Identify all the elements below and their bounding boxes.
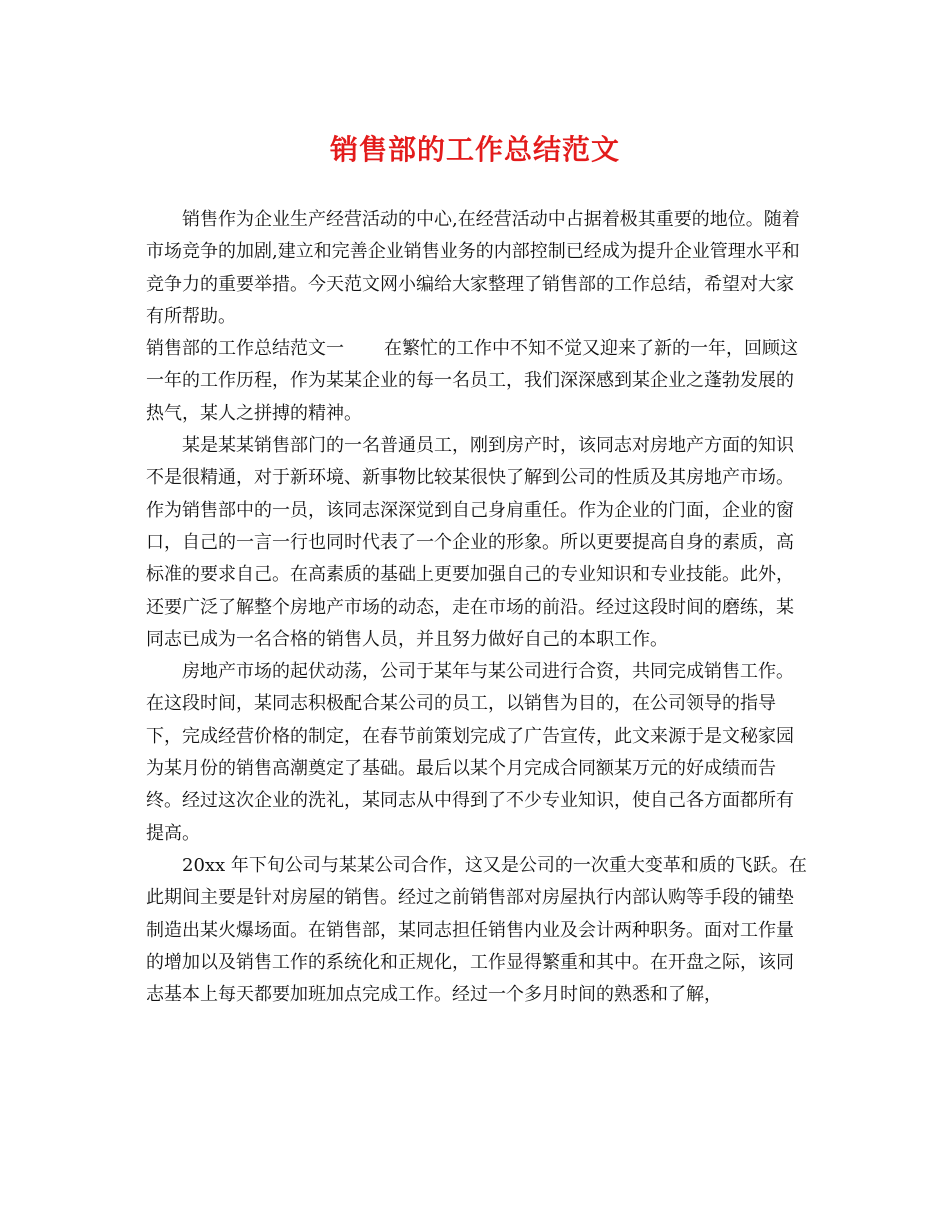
- intro-paragraph: 销售作为企业生产经营活动的中心,在经营活动中占据着极其重要的地位。随着市场竞争的加剧,建立和完善企业销售业务的内部控制已经成为提升企业管理水平和竞争力的重要举措。今天范文网小编给大家整理了销售部的工作总结，希望对大家有所帮助。: [146, 209, 800, 327]
- body-paragraph: 20xx 年下旬公司与某某公司合作，这又是公司的一次重大变革和质的飞跃。在此期间主要是针对房屋的销售。经过之前销售部对房屋执行内部认购等手段的铺垫制造出某火爆场面。在销售部，某同志担任销售内业及会计两种职务。面对工作量的增加以及销售工作的系统化和正规化，工作显得繁重和其中。在开盘之际，该同志基本上每天都要加班加点完成工作。经过一个多月时间的熟悉和了解，: [146, 854, 807, 1006]
- body-paragraph: 某是某某销售部门的一名普通员工，刚到房产时，该同志对房地产方面的知识不是很精通，对于新环境、新事物比较某很快了解到公司的性质及其房地产市场。作为销售部中的一员，该同志深深觉到自己身肩重任。作为企业的门面，企业的窗口，自己的一言一行也同时代表了一个企业的形象。所以更要提高自身的素质，高标准的要求自己。在高素质的基础上更要加强自己的专业知识和专业技能。此外，还要广泛了解整个房地产市场的动态，走在市场的前沿。经过这段时间的磨练，某同志已成为一名合格的销售人员，并且努力做好自己的本职工作。: [146, 435, 794, 650]
- section-one-text: 在繁忙的工作中不知不觉又迎来了新的一年，回顾这一年的工作历程，作为某某企业的每一名员工，我们深深感到某企业之蓬勃发展的热气，某人之拼搏的精神。: [146, 338, 798, 424]
- document-body: [146, 204, 810, 1011]
- section-one-paragraph: [146, 333, 810, 430]
- body-paragraph: 房地产市场的起伏动荡，公司于某年与某公司进行合资，共同完成销售工作。在这段时间，某同志积极配合某公司的员工，以销售为目的，在公司领导的指导下，完成经营价格的制定，在春节前策划完成了广告宣传，此文来源于是文秘家园为某月份的销售高潮奠定了基础。最后以某个月完成合同额某万元的好成绩而告终。经过这次企业的洗礼，某同志从中得到了不少专业知识，使自己各方面都所有提高。: [146, 661, 794, 844]
- section-heading: 销售部的工作总结范文一: [146, 338, 344, 360]
- document-title: 销售部的工作总结范文: [329, 133, 620, 166]
